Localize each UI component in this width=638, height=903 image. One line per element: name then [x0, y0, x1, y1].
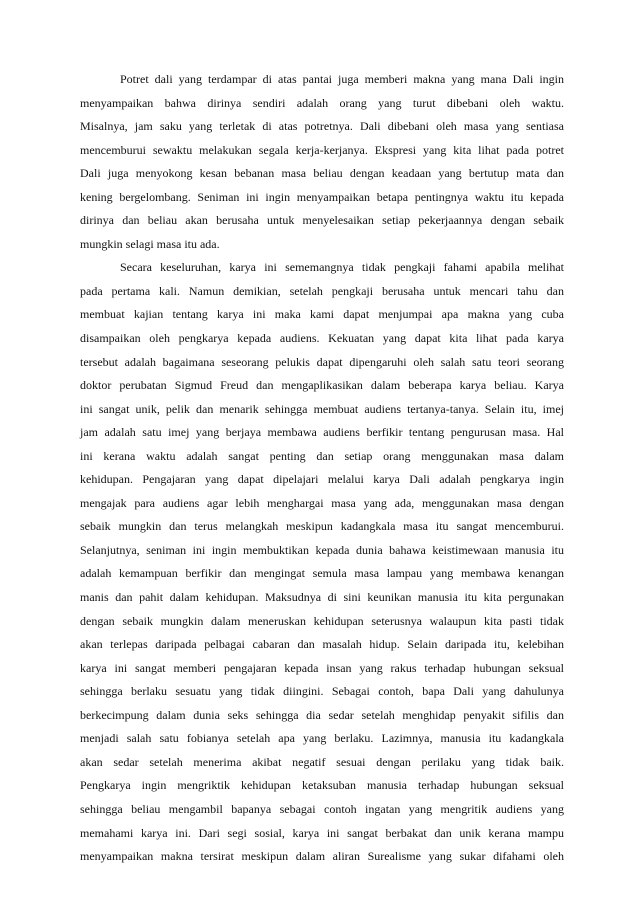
text-line: kehidupan. Pengajaran yang dapat dipelajari melalui karya Dali adalah pengkarya ingin: [80, 472, 564, 487]
text-line: membuat kajian tentang karya ini maka kami dapat menjumpai apa makna yang cuba: [80, 307, 564, 322]
text-line: mengajak para audiens agar lebih menghargai masa yang ada, menggunakan masa dengan: [80, 495, 564, 510]
text-line: akan sedar setelah menerima akibat negatif sesuai dengan perilaku yang tidak baik.: [80, 754, 564, 769]
text-line: sehingga beliau mengambil bapanya sebagai contoh ingatan yang mengritik audiens yang: [80, 801, 564, 816]
text-line: dengan sebaik mungkin dalam meneruskan kehidupan seterusnya walaupun kita pasti tidak: [80, 613, 564, 628]
text-line: Secara keseluruhan, karya ini sememangnya tidak pengkaji fahami apabila melihat: [120, 260, 564, 275]
text-line: doktor perubatan Sigmud Freud dan mengaplikasikan dalam beberapa karya beliau. Karya: [80, 378, 564, 393]
text-line: mungkin selagi masa itu ada.: [80, 236, 220, 251]
text-line: ini kerana waktu adalah sangat penting dan setiap orang menggunakan masa dalam: [80, 448, 564, 463]
text-line: Misalnya, jam saku yang terletak di atas potretnya. Dali dibebani oleh masa yang sentiasa: [80, 119, 564, 134]
text-line: kening bergelombang. Seniman ini ingin menyampaikan betapa pentingnya waktu itu kepada: [80, 189, 564, 204]
text-line: memahami karya ini. Dari segi sosial, karya ini sangat berbakat dan unik kerana mampu: [80, 825, 564, 840]
text-line: menjadi salah satu fobianya setelah apa yang berlaku. Lazimnya, manusia itu kadangkala: [80, 731, 564, 746]
text-line: dirinya dan beliau akan berusaha untuk menyelesaikan setiap pekerjaannya dengan sebaik: [80, 213, 564, 228]
text-line: menyampaikan makna tersirat meskipun dalam aliran Surealisme yang sukar difahami oleh: [80, 849, 564, 864]
text-line: ini sangat unik, pelik dan menarik sehingga membuat audiens tertanya-tanya. Selain itu, imej: [80, 401, 564, 416]
text-line: sebaik mungkin dan terus melangkah meskipun kadangkala masa itu sangat mencemburui.: [80, 519, 564, 534]
text-line: jam adalah satu imej yang berjaya membawa audiens berfikir tentang pengurusan masa. Hal: [80, 425, 564, 440]
text-line: sehingga berlaku sesuatu yang tidak diingini. Sebagai contoh, bapa Dali yang dahulunya: [80, 684, 564, 699]
text-line: tersebut adalah bagaimana seseorang pelukis dapat dipengaruhi oleh salah satu teori seorang: [80, 354, 564, 369]
paragraph-2: [80, 256, 564, 868]
body-text: [80, 68, 564, 869]
text-line: Dali juga menyokong kesan bebanan masa beliau dengan keadaan yang bertutup mata dan: [80, 166, 564, 181]
text-line: Selanjutnya, seniman ini ingin membuktikan kepada dunia bahawa keistimewaan manusia itu: [80, 542, 564, 557]
text-line: akan terlepas daripada pelbagai cabaran dan masalah hidup. Selain daripada itu, kelebihan: [80, 637, 564, 652]
text-line: berkecimpung dalam dunia seks sehingga dia sedar setelah menghidap penyakit sifilis dan: [80, 707, 564, 722]
text-line: manis dan pahit dalam kehidupan. Maksudnya di sini keunikan manusia itu kita pergunakan: [80, 590, 564, 605]
text-line: menyampaikan bahwa dirinya sendiri adalah orang yang turut dibebani oleh waktu.: [80, 95, 564, 110]
text-line: karya ini sangat memberi pengajaran kepada insan yang rakus terhadap hubungan seksual: [80, 660, 564, 675]
text-line: Pengkarya ingin mengriktik kehidupan ketaksuban manusia terhadap hubungan seksual: [80, 778, 564, 793]
text-line: Potret dali yang terdampar di atas pantai juga memberi makna yang mana Dali ingin: [120, 72, 564, 86]
text-line: mencemburui sewaktu melakukan segala kerja-kerjanya. Ekspresi yang kita lihat pada potret: [80, 142, 564, 157]
text-line: pada pertama kali. Namun demikian, setelah pengkaji berusaha untuk mencari tahu dan: [80, 283, 564, 298]
text-line: adalah kemampuan berfikir dan mengingat semula masa lampau yang membawa kenangan: [80, 566, 564, 581]
paragraph-1: [80, 68, 564, 256]
text-line: disampaikan oleh pengkarya kepada audiens. Kekuatan yang dapat kita lihat pada karya: [80, 331, 564, 346]
